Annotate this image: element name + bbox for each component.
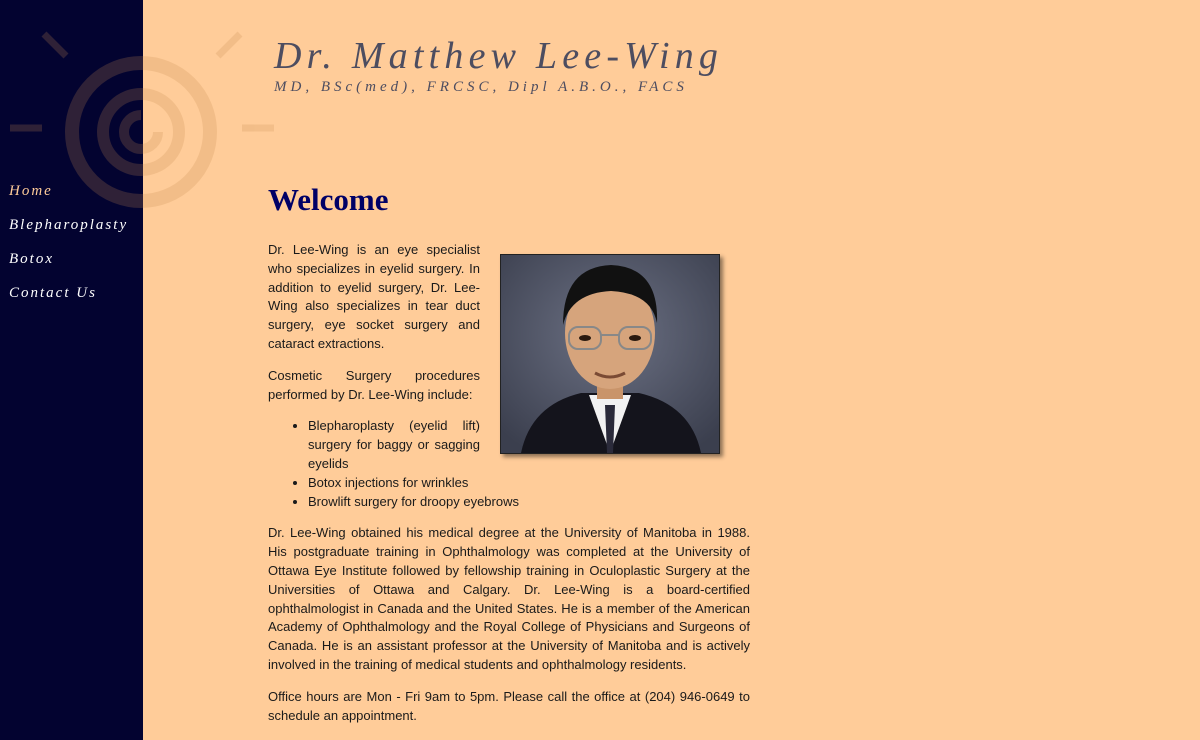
sidebar (0, 0, 143, 740)
procedures-intro: Cosmetic Surgery procedures performed by Dr. Lee-Wing include: (268, 367, 480, 402)
list-item: • Browlift surgery for droopy eyebrows (308, 493, 750, 512)
doctor-photo (500, 254, 720, 454)
main-navigation (9, 183, 128, 319)
main-content (268, 180, 750, 738)
doctor-name: Dr. Matthew Lee-Wing (274, 35, 724, 77)
doctor-credentials: MD, BSc(med), FRCSC, Dipl A.B.O., FACS (274, 79, 688, 95)
list-item: • Blepharoplasty (eyelid lift) surgery for baggy or sagging eyelids (308, 417, 750, 473)
nav-item-home[interactable]: Home (9, 183, 53, 199)
bio-paragraph: Dr. Lee-Wing obtained his medical degree at the University of Manitoba in 1988. His postgraduate training in Ophthalmology was completed at the University of Ottawa Eye Institute followed by fellowship training in Oculoplastic Surgery at the Universities of Ottawa and Calgary. Dr. Lee-Wing is a board-certified ophthalmologist in Canada and the United States. He is a member of the American Academy of Ophthalmology and the Royal College of Physicians and Surgeons of Canada. He is an assistant professor at the University of Manitoba and is actively involved in the training of medical students and ophthalmology residents. (268, 525, 750, 672)
intro-paragraph: Dr. Lee-Wing is an eye specialist who specializes in eyelid surgery. In addition to eyelid surgery, Dr. Lee-Wing also specializes in tear duct surgery, eye socket surgery and cataract extractions. (268, 242, 480, 351)
list-item: • Botox injections for wrinkles (308, 474, 750, 493)
site-header (274, 34, 723, 96)
nav-item-blepharoplasty[interactable]: Blepharoplasty (9, 217, 129, 233)
office-hours-paragraph: Office hours are Mon - Fri 9am to 5pm. Please call the office at (204) 946-0649 to schedule an appointment. (268, 688, 750, 723)
page-title: Welcome (268, 182, 389, 217)
nav-item-botox[interactable]: Botox (9, 251, 54, 267)
nav-item-contact-us[interactable]: Contact Us (9, 285, 97, 301)
